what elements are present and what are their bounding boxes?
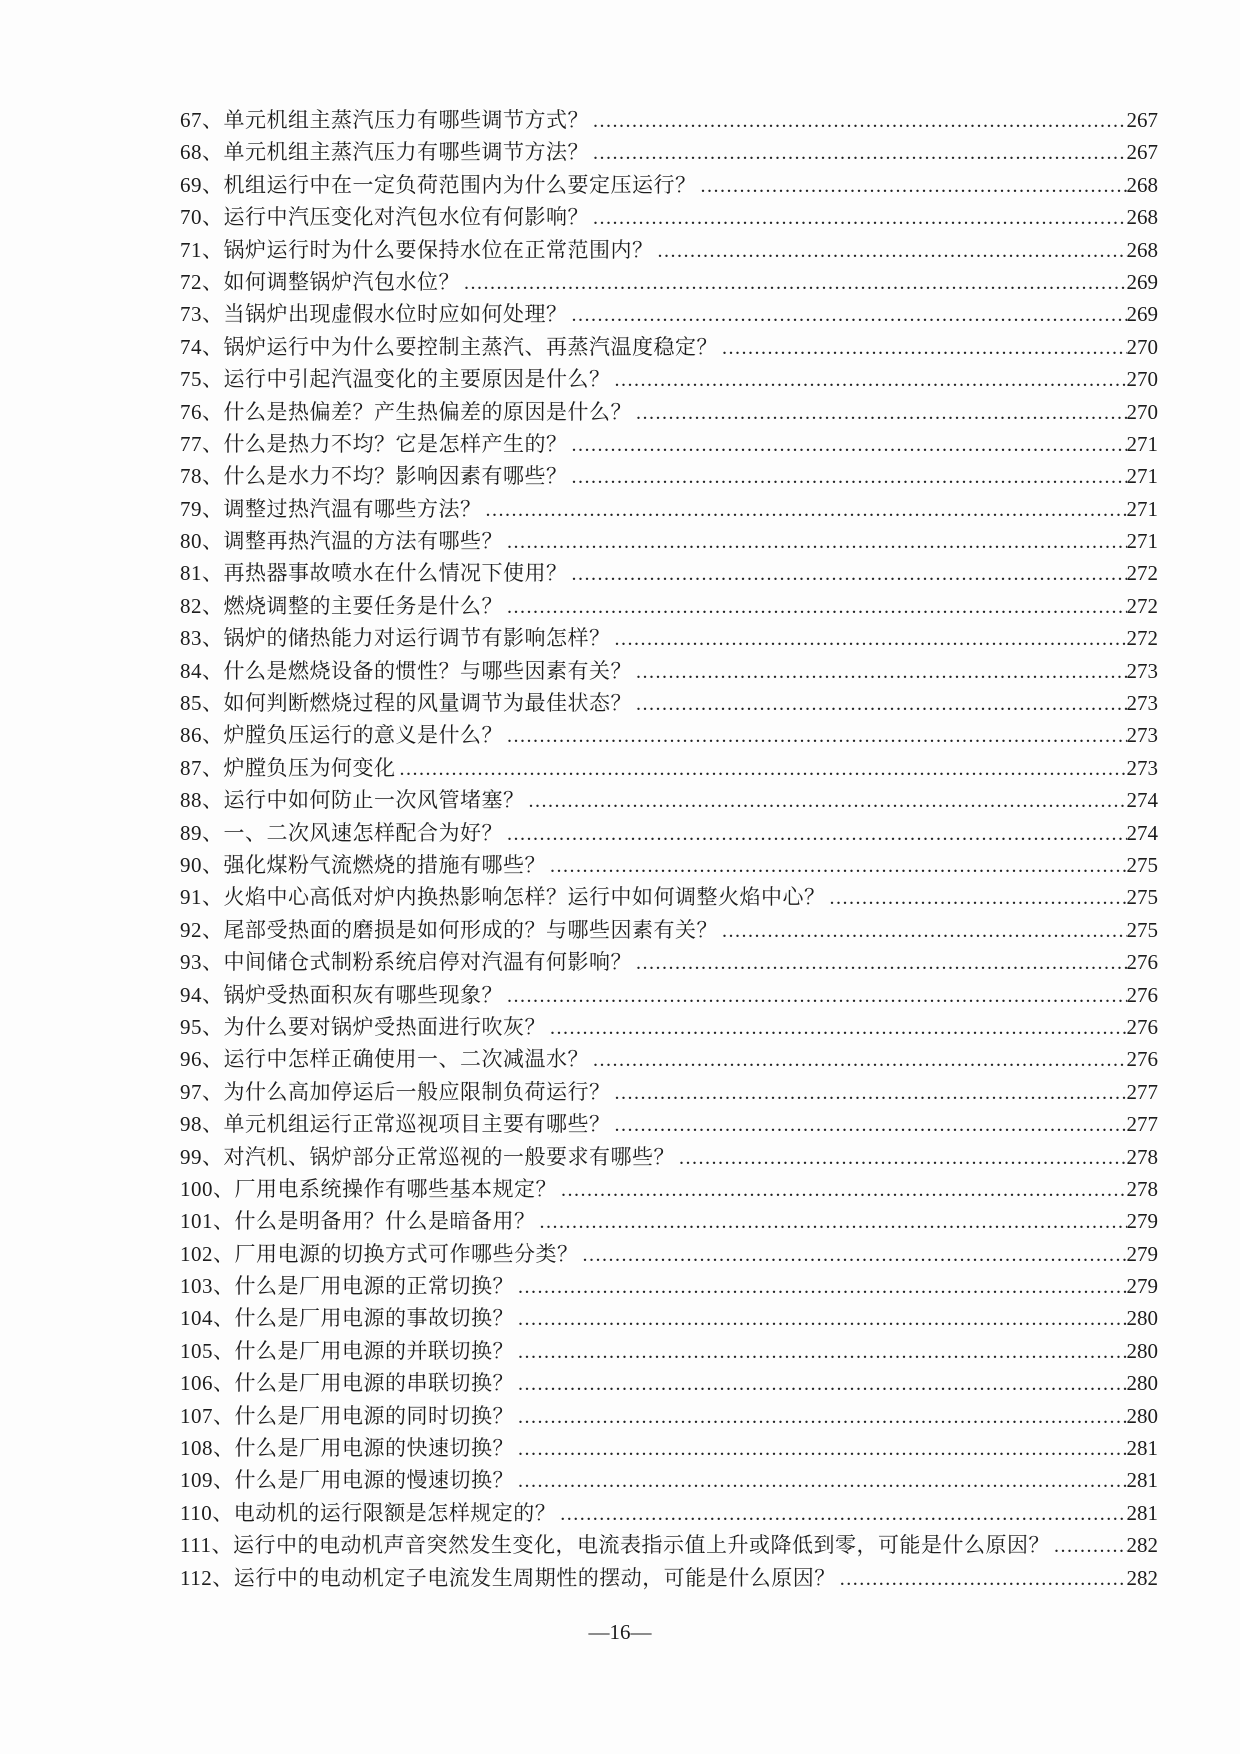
toc-entry-title: 72、如何调整锅炉汽包水位？ bbox=[180, 269, 460, 294]
toc-entry-page-number: 282 bbox=[1126, 1533, 1158, 1558]
toc-entry-title: 92、尾部受热面的磨损是如何形成的？与哪些因素有关？ bbox=[180, 917, 718, 942]
toc-entry-title: 93、中间储仓式制粉系统启停对汽温有何影响？ bbox=[180, 950, 632, 975]
toc-entry bbox=[180, 1043, 1158, 1075]
toc-entry-title: 101、什么是明备用？什么是暗备用？ bbox=[180, 1209, 536, 1234]
toc-entry-title: 96、运行中怎样正确使用一、二次减温水？ bbox=[180, 1047, 589, 1072]
toc-entry-page-number: 281 bbox=[1126, 1468, 1158, 1493]
toc-leader-dots bbox=[632, 396, 1127, 429]
toc-entry-page-number: 276 bbox=[1126, 982, 1158, 1007]
toc-leader-dots bbox=[589, 201, 1127, 234]
toc-entry-title: 105、什么是厂用电源的并联切换？ bbox=[180, 1338, 514, 1363]
toc-entry-page-number: 280 bbox=[1126, 1306, 1158, 1331]
toc-leader-dots bbox=[482, 493, 1127, 526]
toc-entry bbox=[180, 1562, 1158, 1594]
toc-leader-dots bbox=[396, 752, 1127, 785]
toc-entry-page-number: 272 bbox=[1126, 626, 1158, 651]
toc-entry bbox=[180, 1367, 1158, 1399]
toc-leader-dots bbox=[589, 1043, 1127, 1076]
toc-entry-page-number: 272 bbox=[1126, 593, 1158, 618]
toc-leader-dots bbox=[556, 1497, 1126, 1530]
toc-leader-dots bbox=[568, 428, 1127, 461]
toc-entry-title: 67、单元机组主蒸汽压力有哪些调节方式？ bbox=[180, 108, 589, 132]
toc-leader-dots bbox=[568, 298, 1127, 331]
toc-entry-page-number: 271 bbox=[1126, 464, 1158, 489]
toc-entry-page-number: 279 bbox=[1126, 1209, 1158, 1234]
toc-leader-dots bbox=[611, 1108, 1127, 1141]
toc-entry-page-number: 279 bbox=[1126, 1274, 1158, 1299]
toc-leader-dots bbox=[718, 331, 1127, 364]
toc-entry-title: 79、调整过热汽温有哪些方法？ bbox=[180, 496, 482, 521]
toc-leader-dots bbox=[611, 622, 1127, 655]
toc-entry-title: 70、运行中汽压变化对汽包水位有何影响？ bbox=[180, 205, 589, 230]
toc-entry-page-number: 272 bbox=[1126, 561, 1158, 586]
toc-entry-title: 104、什么是厂用电源的事故切换？ bbox=[180, 1306, 514, 1331]
toc-entry-title: 110、电动机的运行限额是怎样规定的？ bbox=[180, 1500, 557, 1525]
toc-entry bbox=[180, 234, 1158, 266]
toc-entry-page-number: 281 bbox=[1126, 1500, 1158, 1525]
toc-entry-page-number: 282 bbox=[1126, 1565, 1158, 1590]
toc-entry bbox=[180, 946, 1158, 978]
toc-entry-page-number: 276 bbox=[1126, 950, 1158, 975]
toc-entry bbox=[180, 1400, 1158, 1432]
toc-leader-dots bbox=[654, 234, 1127, 267]
toc-entry-title: 80、调整再热汽温的方法有哪些？ bbox=[180, 529, 503, 554]
toc-entry-page-number: 271 bbox=[1126, 496, 1158, 521]
toc-entry bbox=[180, 169, 1158, 201]
toc-entry bbox=[180, 1011, 1158, 1043]
toc-leader-dots bbox=[589, 104, 1127, 137]
toc-entry bbox=[180, 525, 1158, 557]
toc-leader-dots bbox=[546, 1011, 1127, 1044]
toc-entry-title: 74、锅炉运行中为什么要控制主蒸汽、再蒸汽温度稳定？ bbox=[180, 334, 718, 359]
toc-leader-dots bbox=[546, 849, 1127, 882]
toc-entry-title: 82、燃烧调整的主要任务是什么？ bbox=[180, 593, 503, 618]
toc-entry-page-number: 278 bbox=[1126, 1144, 1158, 1169]
toc-leader-dots bbox=[503, 817, 1127, 850]
toc-entry-title: 112、运行中的电动机定子电流发生周期性的摆动，可能是什么原因？ bbox=[180, 1565, 836, 1590]
toc-entry-title: 73、当锅炉出现虚假水位时应如何处理？ bbox=[180, 302, 568, 327]
toc-entry bbox=[180, 914, 1158, 946]
toc-entry-title: 75、运行中引起汽温变化的主要原因是什么？ bbox=[180, 367, 611, 392]
toc-entry-page-number: 268 bbox=[1126, 172, 1158, 197]
toc-leader-dots bbox=[675, 1141, 1127, 1174]
toc-entry-title: 81、再热器事故喷水在什么情况下使用？ bbox=[180, 561, 568, 586]
toc-entry bbox=[180, 1141, 1158, 1173]
toc-entry bbox=[180, 1173, 1158, 1205]
toc-entry-title: 90、强化煤粉气流燃烧的措施有哪些？ bbox=[180, 852, 546, 877]
toc-entry bbox=[180, 266, 1158, 298]
toc-entry-page-number: 273 bbox=[1126, 723, 1158, 748]
toc-entry bbox=[180, 557, 1158, 589]
toc-leader-dots bbox=[557, 1173, 1127, 1206]
toc-leader-dots bbox=[836, 1562, 1127, 1595]
toc-entry-page-number: 268 bbox=[1126, 205, 1158, 230]
toc-entry bbox=[180, 1205, 1158, 1237]
toc-leader-dots bbox=[514, 1270, 1127, 1303]
toc-entry-page-number: 277 bbox=[1126, 1079, 1158, 1104]
toc-leader-dots bbox=[611, 1076, 1127, 1109]
toc-leader-dots bbox=[1050, 1529, 1127, 1562]
toc-entry bbox=[180, 849, 1158, 881]
toc-entry-title: 109、什么是厂用电源的慢速切换？ bbox=[180, 1468, 514, 1493]
toc-entry-title: 108、什么是厂用电源的快速切换？ bbox=[180, 1436, 514, 1461]
toc-entry-title: 102、厂用电源的切换方式可作哪些分类？ bbox=[180, 1241, 579, 1266]
toc-entry-page-number: 280 bbox=[1126, 1371, 1158, 1396]
toc-entry-title: 89、一、二次风速怎样配合为好？ bbox=[180, 820, 503, 845]
toc-entry-title: 78、什么是水力不均？影响因素有哪些？ bbox=[180, 464, 568, 489]
toc-entry-title: 91、火焰中心高低对炉内换热影响怎样？运行中如何调整火焰中心？ bbox=[180, 885, 826, 910]
toc-entry-page-number: 267 bbox=[1126, 108, 1158, 132]
toc-entry-title: 98、单元机组运行正常巡视项目主要有哪些？ bbox=[180, 1112, 611, 1137]
toc-entry bbox=[180, 1432, 1158, 1464]
toc-leader-dots bbox=[514, 1367, 1127, 1400]
toc-leader-dots bbox=[718, 914, 1127, 947]
toc-entry bbox=[180, 1529, 1158, 1561]
toc-entry bbox=[180, 590, 1158, 622]
toc-entry-title: 76、什么是热偏差？产生热偏差的原因是什么？ bbox=[180, 399, 632, 424]
toc-entry bbox=[180, 1270, 1158, 1302]
toc-entry-page-number: 273 bbox=[1126, 691, 1158, 716]
toc-leader-dots bbox=[514, 1335, 1127, 1368]
toc-entry-title: 88、运行中如何防止一次风管堵塞？ bbox=[180, 788, 525, 813]
toc-entry bbox=[180, 396, 1158, 428]
page-footer-number: —16— bbox=[588, 1619, 652, 1644]
toc-leader-dots bbox=[514, 1432, 1127, 1465]
toc-entry-page-number: 270 bbox=[1126, 334, 1158, 359]
toc-leader-dots bbox=[632, 946, 1127, 979]
toc-entry bbox=[180, 1076, 1158, 1108]
toc-entry-title: 77、什么是热力不均？它是怎样产生的？ bbox=[180, 431, 568, 456]
toc-entry-title: 83、锅炉的储热能力对运行调节有影响怎样？ bbox=[180, 626, 611, 651]
toc-entry bbox=[180, 1302, 1158, 1334]
toc-leader-dots bbox=[632, 687, 1127, 720]
toc-leader-dots bbox=[514, 1400, 1127, 1433]
toc-entry bbox=[180, 136, 1158, 168]
toc-entry bbox=[180, 104, 1158, 136]
toc-leader-dots bbox=[503, 979, 1127, 1012]
toc-entry bbox=[180, 1335, 1158, 1367]
toc-entry-title: 99、对汽机、锅炉部分正常巡视的一般要求有哪些？ bbox=[180, 1144, 675, 1169]
toc-entry bbox=[180, 1497, 1158, 1529]
toc-entry-page-number: 281 bbox=[1126, 1436, 1158, 1461]
toc-entry bbox=[180, 201, 1158, 233]
toc-entry-page-number: 275 bbox=[1126, 917, 1158, 942]
toc-entry-page-number: 275 bbox=[1126, 852, 1158, 877]
toc-entry-page-number: 271 bbox=[1126, 529, 1158, 554]
toc-entry-title: 86、炉膛负压运行的意义是什么？ bbox=[180, 723, 503, 748]
toc-entry-page-number: 278 bbox=[1126, 1176, 1158, 1201]
toc-entry bbox=[180, 1464, 1158, 1496]
toc-entry bbox=[180, 752, 1158, 784]
toc-entry bbox=[180, 784, 1158, 816]
toc-entry-title: 84、什么是燃烧设备的惯性？与哪些因素有关？ bbox=[180, 658, 632, 683]
toc-leader-dots bbox=[697, 169, 1127, 202]
toc-entry-page-number: 273 bbox=[1126, 658, 1158, 683]
toc-entry bbox=[180, 460, 1158, 492]
toc-entry-page-number: 274 bbox=[1126, 820, 1158, 845]
toc-entry bbox=[180, 655, 1158, 687]
toc-entry-title: 111、运行中的电动机声音突然发生变化，电流表指示值上升或降低到零，可能是什么原因？ bbox=[180, 1533, 1050, 1558]
toc-leader-dots bbox=[632, 655, 1127, 688]
toc-leader-dots bbox=[826, 881, 1127, 914]
toc-leader-dots bbox=[536, 1205, 1127, 1238]
toc-entry-title: 97、为什么高加停运后一般应限制负荷运行？ bbox=[180, 1079, 611, 1104]
toc-entry-title: 85、如何判断燃烧过程的风量调节为最佳状态？ bbox=[180, 691, 632, 716]
toc-entry-page-number: 279 bbox=[1126, 1241, 1158, 1266]
toc-entry-page-number: 280 bbox=[1126, 1338, 1158, 1363]
toc-entry bbox=[180, 622, 1158, 654]
toc-entry bbox=[180, 331, 1158, 363]
toc-leader-dots bbox=[568, 460, 1127, 493]
toc-entry bbox=[180, 719, 1158, 751]
toc-leader-dots bbox=[525, 784, 1127, 817]
toc-entry-page-number: 270 bbox=[1126, 367, 1158, 392]
toc-entry-page-number: 280 bbox=[1126, 1403, 1158, 1428]
toc-entry bbox=[180, 363, 1158, 395]
toc-entry-page-number: 269 bbox=[1126, 302, 1158, 327]
toc-entry-page-number: 274 bbox=[1126, 788, 1158, 813]
toc-entry bbox=[180, 979, 1158, 1011]
toc-leader-dots bbox=[579, 1238, 1127, 1271]
toc-entry-title: 95、为什么要对锅炉受热面进行吹灰？ bbox=[180, 1014, 546, 1039]
toc-entry-page-number: 275 bbox=[1126, 885, 1158, 910]
toc-entry-title: 69、机组运行中在一定负荷范围内为什么要定压运行？ bbox=[180, 172, 697, 197]
toc-entry-page-number: 270 bbox=[1126, 399, 1158, 424]
toc-entry-page-number: 277 bbox=[1126, 1112, 1158, 1137]
toc-entry-title: 106、什么是厂用电源的串联切换？ bbox=[180, 1371, 514, 1396]
toc-entry-title: 103、什么是厂用电源的正常切换？ bbox=[180, 1274, 514, 1299]
toc-leader-dots bbox=[460, 266, 1127, 299]
toc-entry-title: 71、锅炉运行时为什么要保持水位在正常范围内？ bbox=[180, 237, 654, 262]
toc-entry-page-number: 271 bbox=[1126, 431, 1158, 456]
toc-entry bbox=[180, 817, 1158, 849]
toc-entry-page-number: 273 bbox=[1126, 755, 1158, 780]
toc-leader-dots bbox=[503, 590, 1127, 623]
toc-leader-dots bbox=[503, 719, 1127, 752]
toc-entry-page-number: 267 bbox=[1126, 140, 1158, 165]
toc-entry bbox=[180, 1238, 1158, 1270]
toc-entry-title: 68、单元机组主蒸汽压力有哪些调节方法？ bbox=[180, 140, 589, 165]
toc-entry-title: 107、什么是厂用电源的同时切换？ bbox=[180, 1403, 514, 1428]
toc-entry bbox=[180, 881, 1158, 913]
toc-entry bbox=[180, 493, 1158, 525]
toc-entry bbox=[180, 428, 1158, 460]
toc-leader-dots bbox=[514, 1464, 1127, 1497]
toc-entry bbox=[180, 687, 1158, 719]
toc-leader-dots bbox=[503, 525, 1127, 558]
toc-entry bbox=[180, 1108, 1158, 1140]
toc-entry bbox=[180, 298, 1158, 330]
toc-entry-page-number: 276 bbox=[1126, 1014, 1158, 1039]
toc-entry-title: 100、厂用电系统操作有哪些基本规定？ bbox=[180, 1176, 557, 1201]
toc-entry-page-number: 276 bbox=[1126, 1047, 1158, 1072]
toc-leader-dots bbox=[568, 557, 1127, 590]
toc-entry-page-number: 268 bbox=[1126, 237, 1158, 262]
toc-entry-title: 94、锅炉受热面积灰有哪些现象？ bbox=[180, 982, 503, 1007]
toc-entry-page-number: 269 bbox=[1126, 269, 1158, 294]
toc-leader-dots bbox=[514, 1302, 1127, 1335]
toc-entry-title: 87、炉膛负压为何变化 bbox=[180, 755, 396, 780]
toc-leader-dots bbox=[589, 136, 1127, 169]
toc-leader-dots bbox=[611, 363, 1127, 396]
